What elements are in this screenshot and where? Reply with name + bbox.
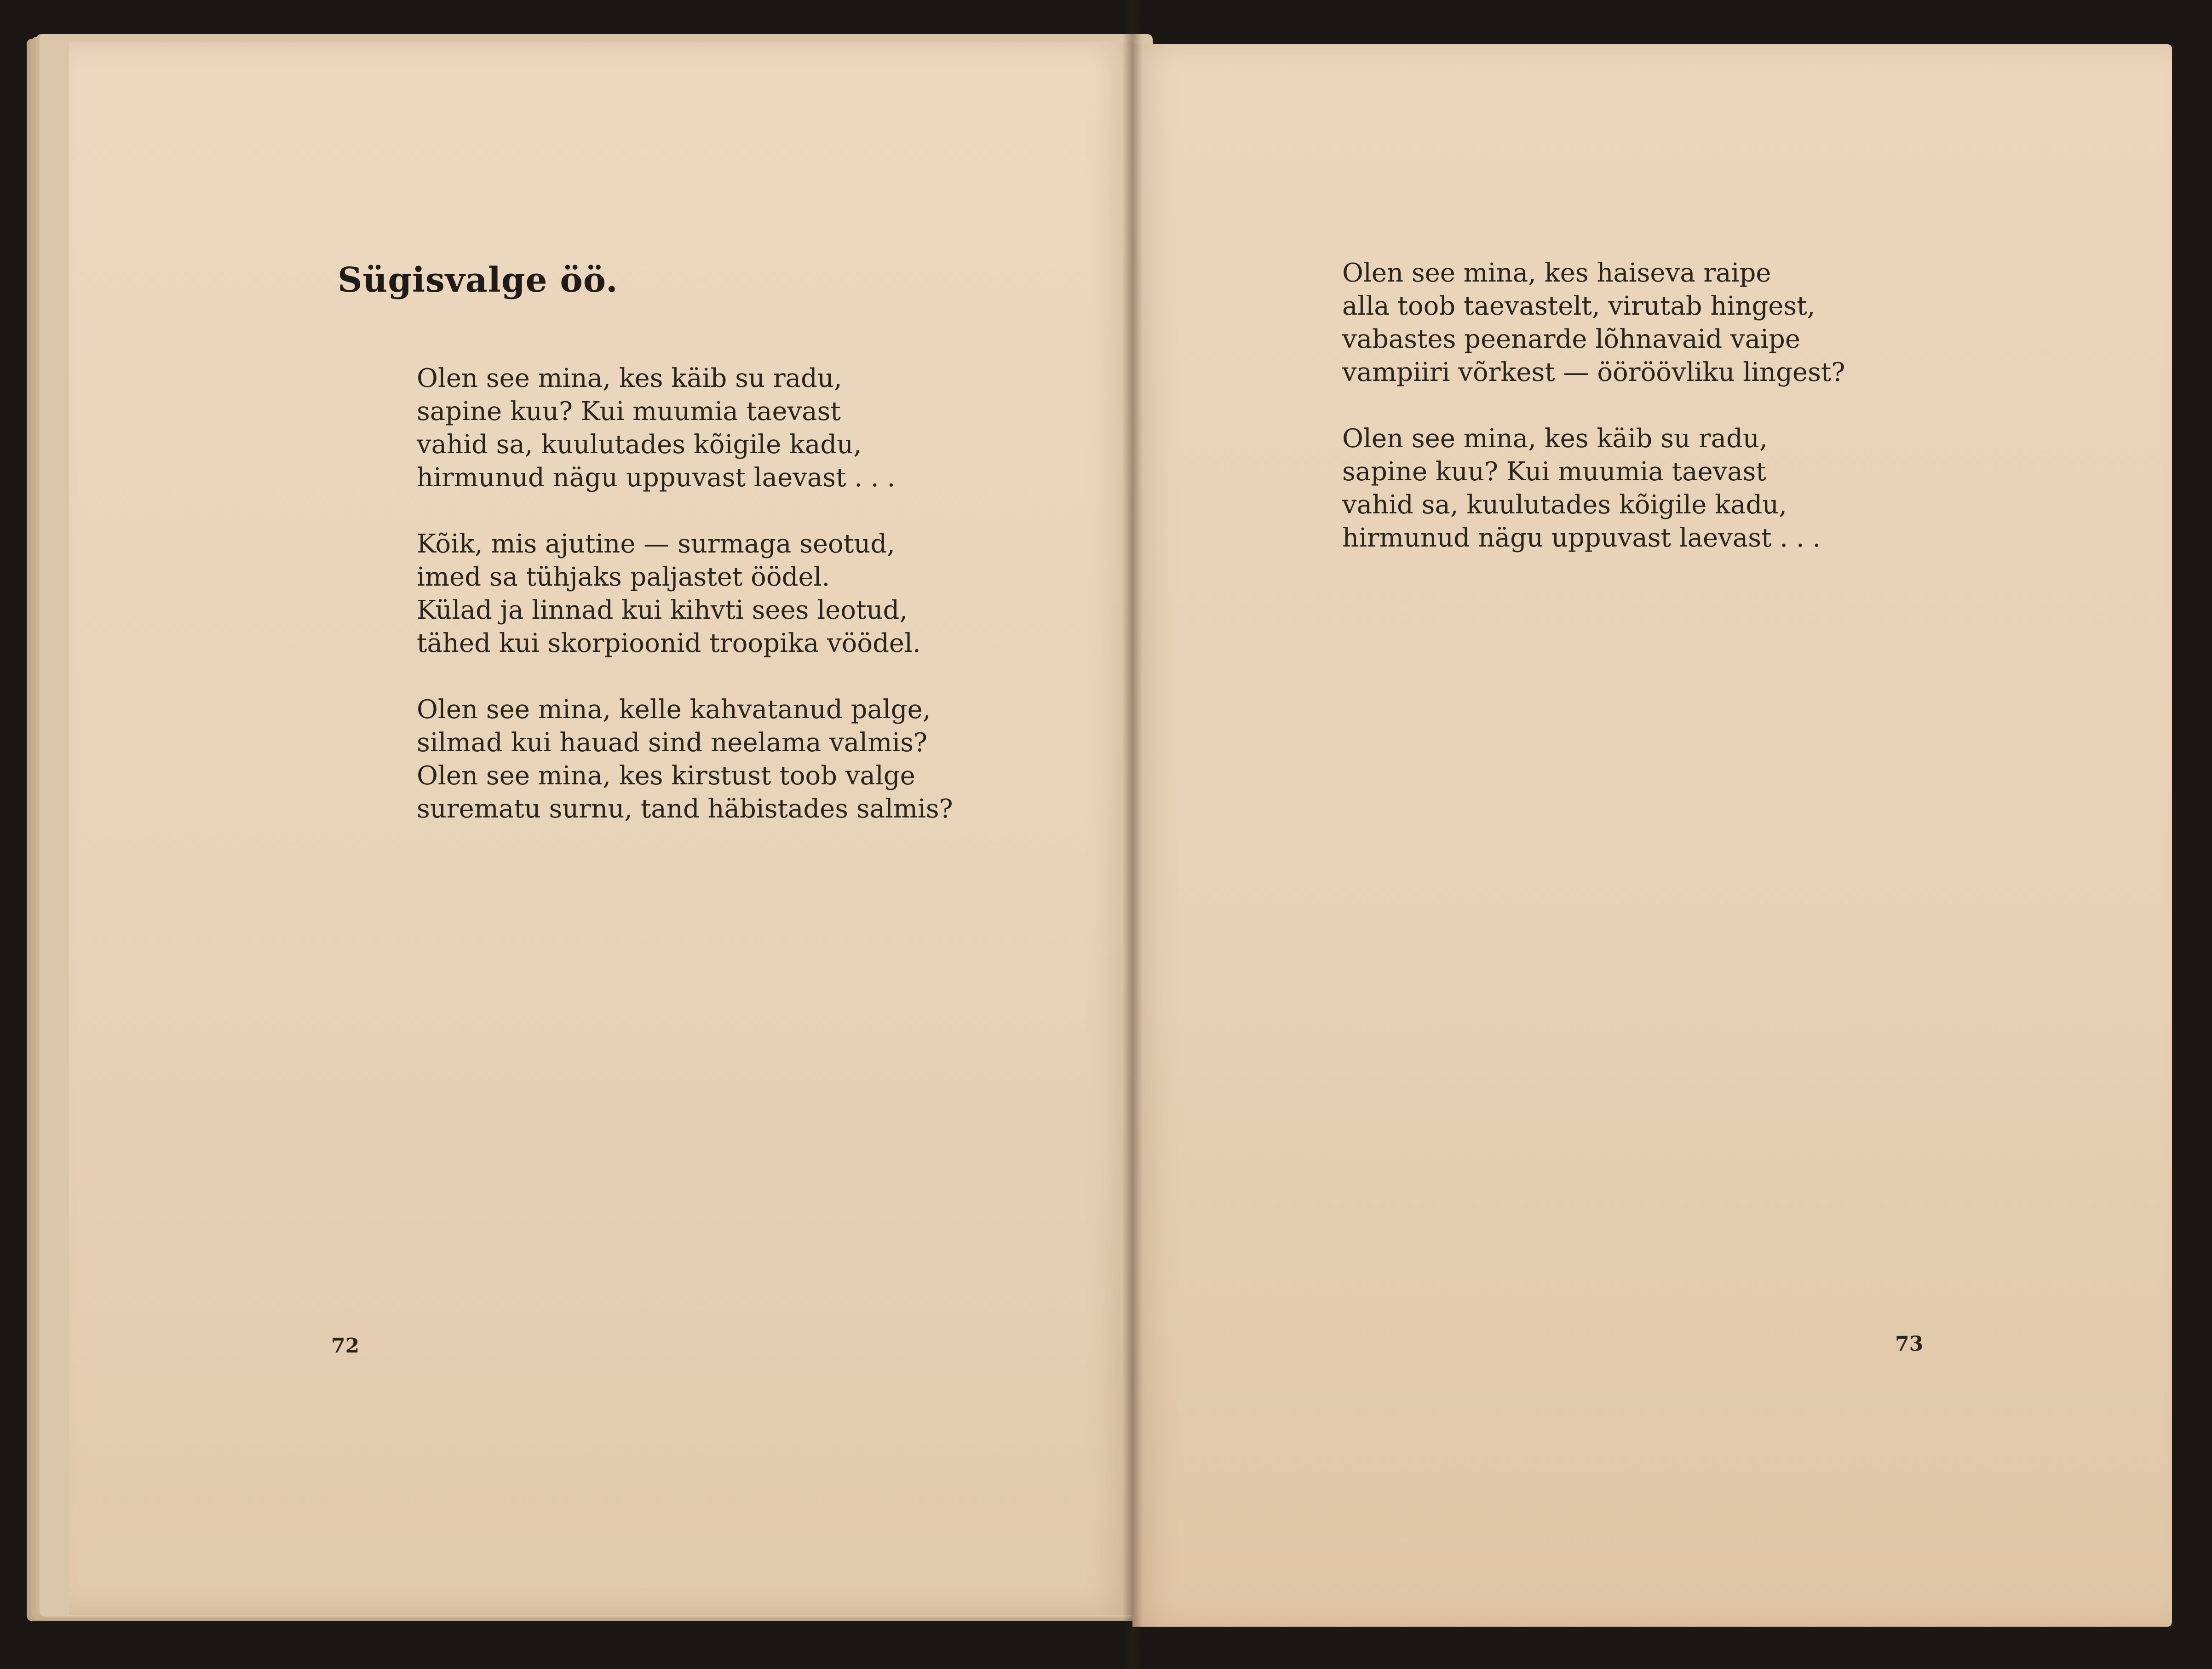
verse-line: vabastes peenarde lõhnavaid vaipe [1342,324,1800,354]
right-verse [1342,257,1845,588]
verse-line: Külad ja linnad kui kihvti sees leotud, [417,595,908,625]
stanza [417,693,953,826]
verse-line: Olen see mina, kes käib su radu, [417,363,842,393]
left-page [69,42,1132,1615]
verse-line: sapine kuu? Kui muumia taevast [1342,457,1766,487]
verse-line: surematu surnu, tand häbistades salmis? [417,794,953,824]
verse-line: alla toob taevastelt, virutab hingest, [1342,291,1816,321]
left-verse [417,362,953,859]
verse-line: hirmunud nägu uppuvast laevast . . . [1342,523,1821,553]
verse-line: Olen see mina, kes käib su radu, [1342,424,1768,454]
verse-line: vahid sa, kuulutades kõigile kadu, [417,430,862,460]
verse-line: tähed kui skorpioonid troopika vöödel. [417,628,921,658]
verse-line: Kõik, mis ajutine — surmaga seotud, [417,529,895,559]
page-number-left: 72 [331,1334,360,1358]
stanza [417,528,953,660]
right-page [1132,44,2172,1627]
verse-line: imed sa tühjaks paljastet öödel. [417,562,830,592]
page-number-right: 73 [1895,1332,1924,1356]
book-gutter [1122,0,1143,1669]
stanza [417,362,953,495]
verse-line: sapine kuu? Kui muumia taevast [417,397,841,426]
stanza [1342,257,1845,389]
verse-line: silmad kui hauad sind neelama valmis? [417,728,927,758]
verse-line: Olen see mina, kelle kahvatanud palge, [417,695,931,725]
stanza [1342,422,1845,555]
verse-line: Olen see mina, kes kirstust toob valge [417,761,915,791]
verse-line: vampiiri võrkest — ööröövliku lingest? [1342,357,1845,387]
poem-title: Sügisvalge öö. [338,260,618,300]
verse-line: vahid sa, kuulutades kõigile kadu, [1342,490,1787,520]
verse-line: Olen see mina, kes haiseva raipe [1342,258,1771,288]
verse-line: hirmunud nägu uppuvast laevast . . . [417,463,896,493]
